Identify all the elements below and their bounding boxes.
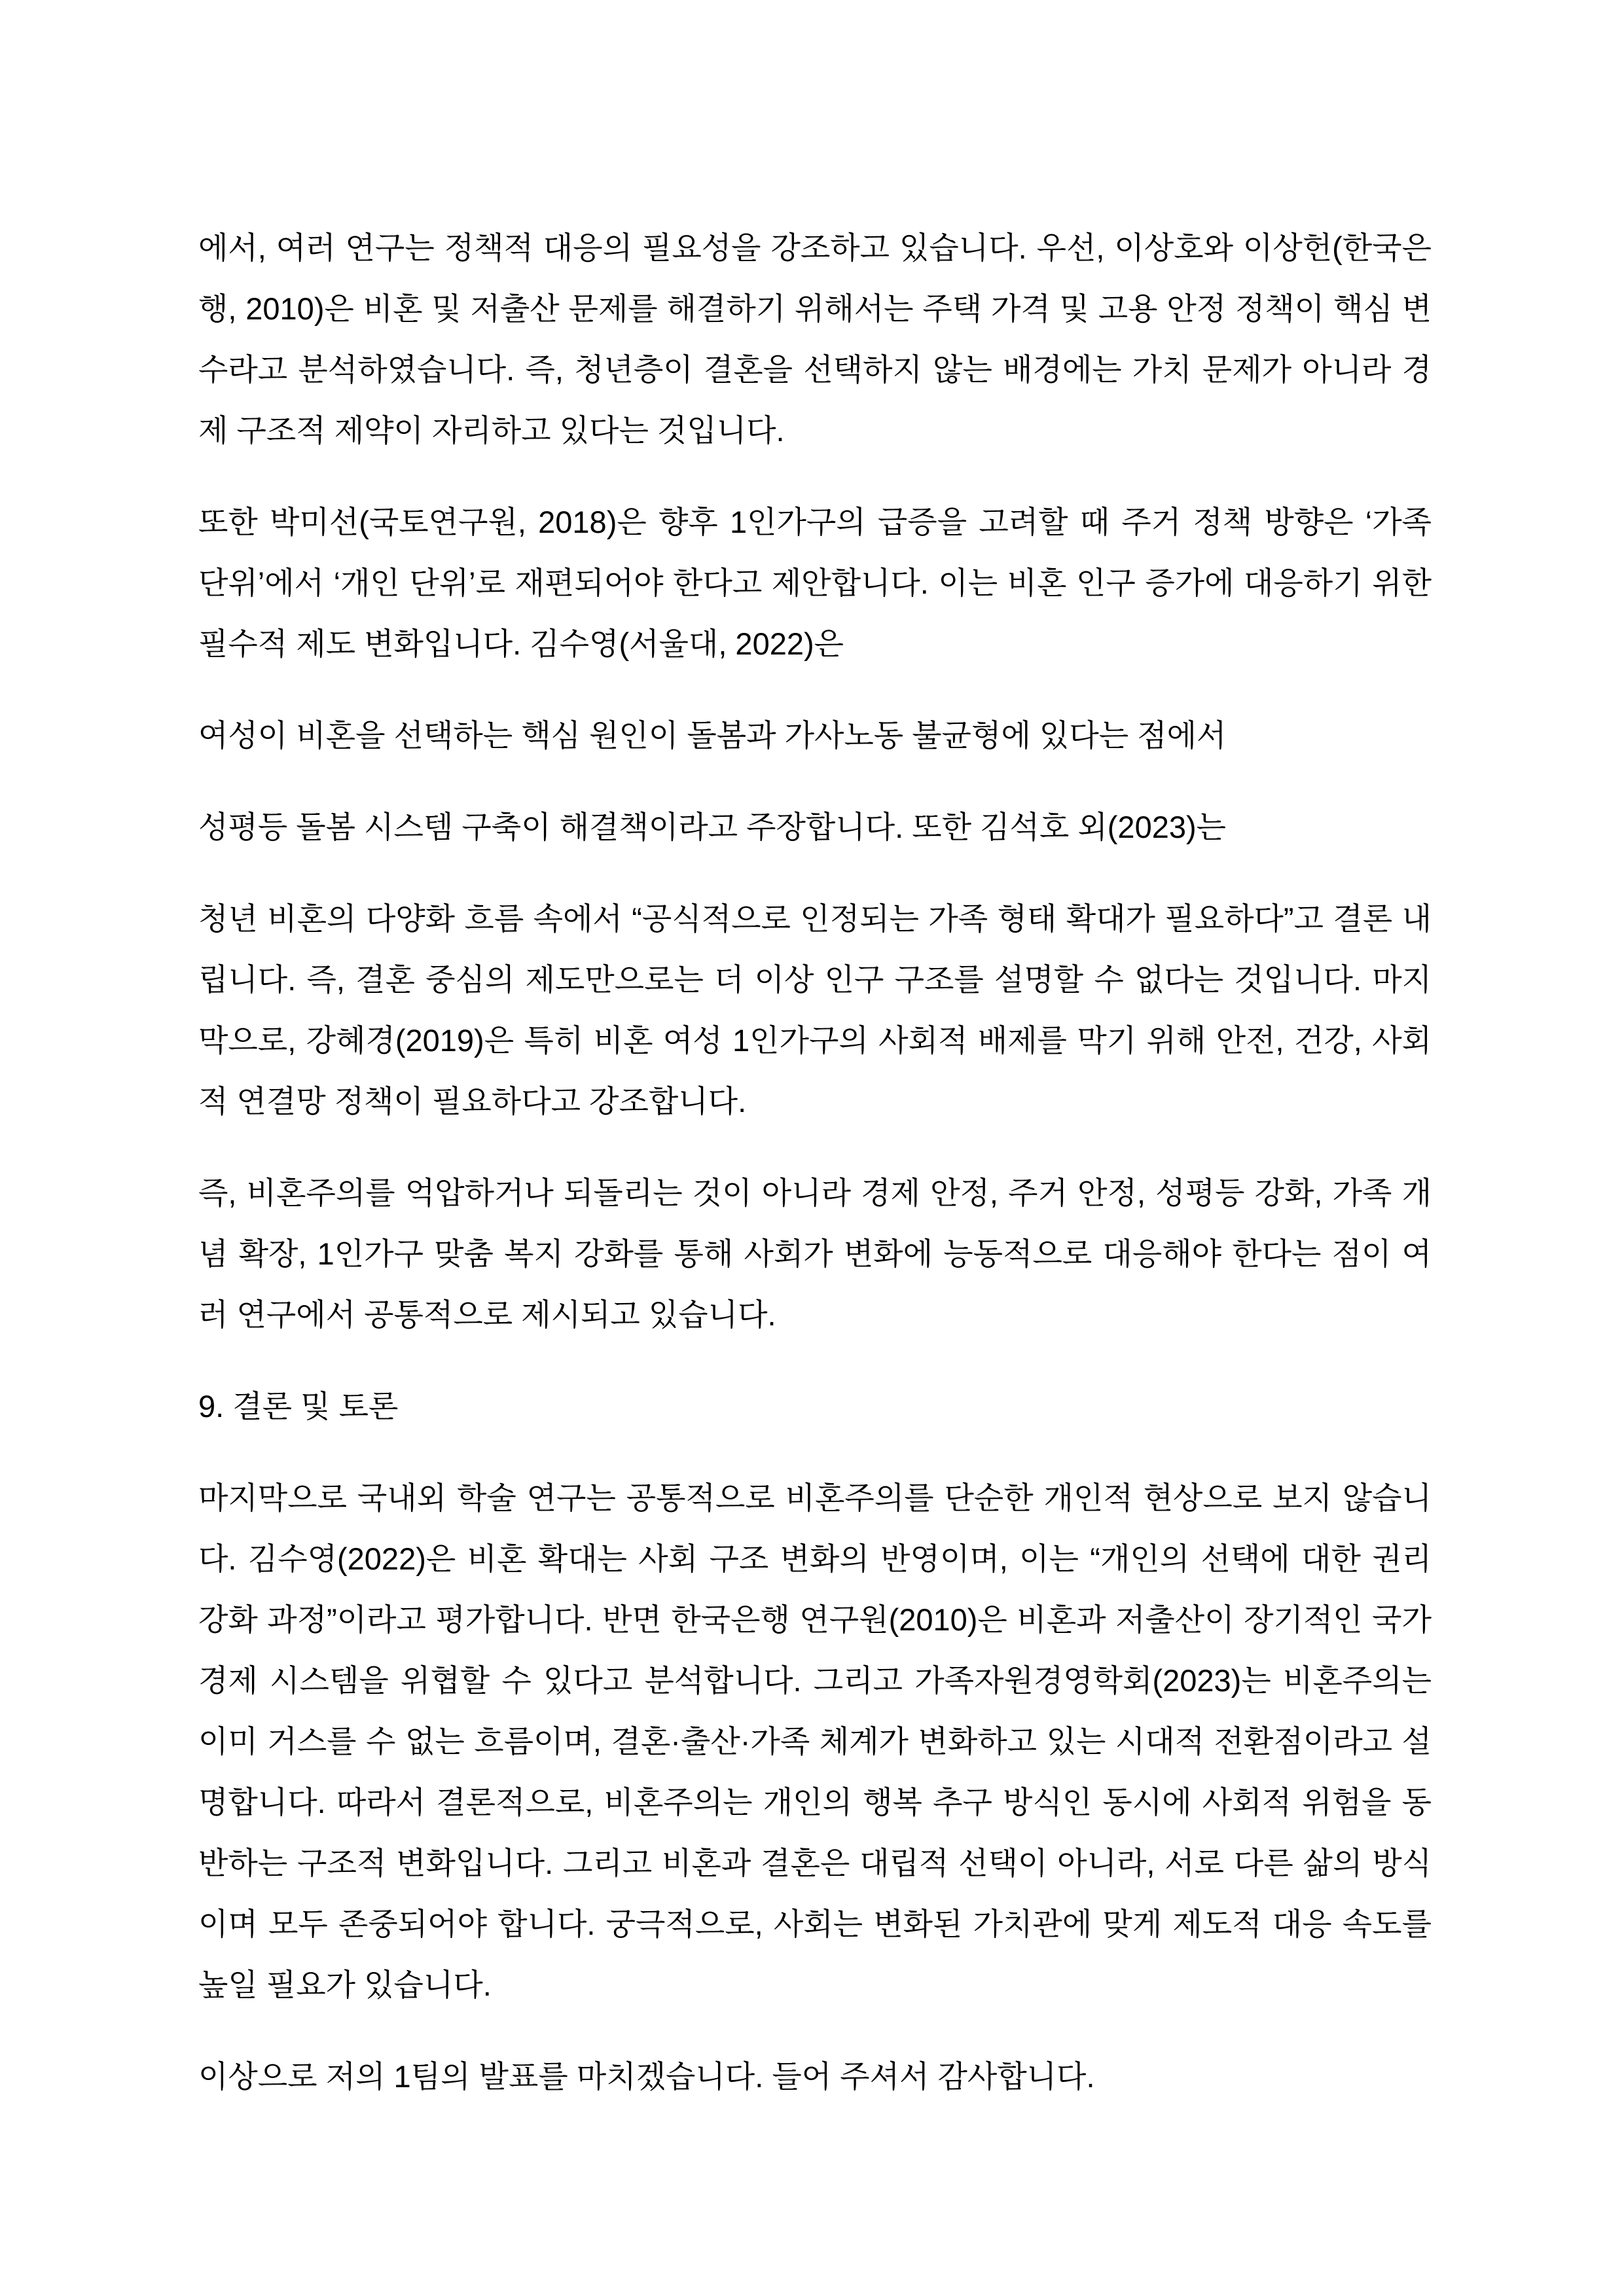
paragraph-proactive-social-response: 즉, 비혼주의를 억압하거나 되돌리는 것이 아니라 경제 안정, 주거 안정, 성평등 강화, 가족 개념 확장, 1인가구 맞춤 복지 강화를 통해 사회가 변화에 능동적으로 대응해야 한다는 점이 여러 연구에서 공통적으로 제시되고 있습니다. [198,1175,1432,1332]
paragraph-family-form-expansion: 청년 비혼의 다양화 흐름 속에서 “공식적으로 인정되는 가족 형태 확대가 필요하다”고 결론 내립니다. 즉, 결혼 중심의 제도만으로는 더 이상 인구 구조를 설명할 수 없다는 것입니다. 마지막으로, 강혜경(2019)은 특히 비혼 여성 1인가구의 사회적 배제를 막기 위해 안전, 건강, 사회적 연결망 정책이 필요하다고 강조합니다. [198,901,1432,1119]
paragraph-policy-response-intro: 에서, 여러 연구는 정책적 대응의 필요성을 강조하고 있습니다. 우선, 이상호와 이상헌(한국은행, 2010)은 비혼 및 저출산 문제를 해결하기 위해서는 주택 가격 및 고용 안정 정책이 핵심 변수라고 분석하였습니다. 즉, 청년층이 결혼을 선택하지 않는 배경에는 가치 문제가 아니라 경제 구조적 제약이 자리하고 있다는 것입니다. [198,230,1432,448]
paragraph-care-labor-imbalance: 여성이 비혼을 선택하는 핵심 원인이 돌봄과 가사노동 불균형에 있다는 점에서 [198,718,1227,753]
paragraph-park-miseon-housing-policy: 또한 박미선(국토연구원, 2018)은 향후 1인가구의 급증을 고려할 때 주거 정책 방향은 ‘가족 단위’에서 ‘개인 단위’로 재편되어야 한다고 제안합니다. 이는 비혼 인구 증가에 대응하기 위한 필수적 제도 변화입니다. 김수영(서울대, 2022)은 [198,505,1432,661]
paragraph-conclusion-discussion: 마지막으로 국내외 학술 연구는 공통적으로 비혼주의를 단순한 개인적 현상으로 보지 않습니다. 김수영(2022)은 비혼 확대는 사회 구조 변화의 반영이며, 이는 “개인의 선택에 대한 권리 강화 과정”이라고 평가합니다. 반면 한국은행 연구원(2010)은 비혼과 저출산이 장기적인 국가 경제 시스템을 위협할 수 있다고 분석합니다. 그리고 가족자원경영학회(2023)는 비혼주의는 이미 거스를 수 없는 흐름이며, 결혼·출산·가족 체계가 변화하고 있는 시대적 전환점이라고 설명합니다. 따라서 결론적으로, 비혼주의는 개인의 행복 추구 방식인 동시에 사회적 위험을 동반하는 구조적 변화입니다. 그리고 비혼과 결혼은 대립적 선택이 아니라, 서로 다른 삶의 방식이며 모두 존중되어야 합니다. 궁극적으로, 사회는 변화된 가치관에 맞게 제도적 대응 속도를 높일 필요가 있습니다. [198,1480,1432,2002]
section-heading-conclusion: 9. 결론 및 토론 [198,1389,399,1424]
paragraph-gender-equal-care-system: 성평등 돌봄 시스템 구축이 해결책이라고 주장합니다. 또한 김석호 외(2023)는 [198,810,1227,844]
paragraph-closing-remarks: 이상으로 저의 1팀의 발표를 마치겠습니다. 들어 주셔서 감사합니다. [198,2059,1095,2094]
